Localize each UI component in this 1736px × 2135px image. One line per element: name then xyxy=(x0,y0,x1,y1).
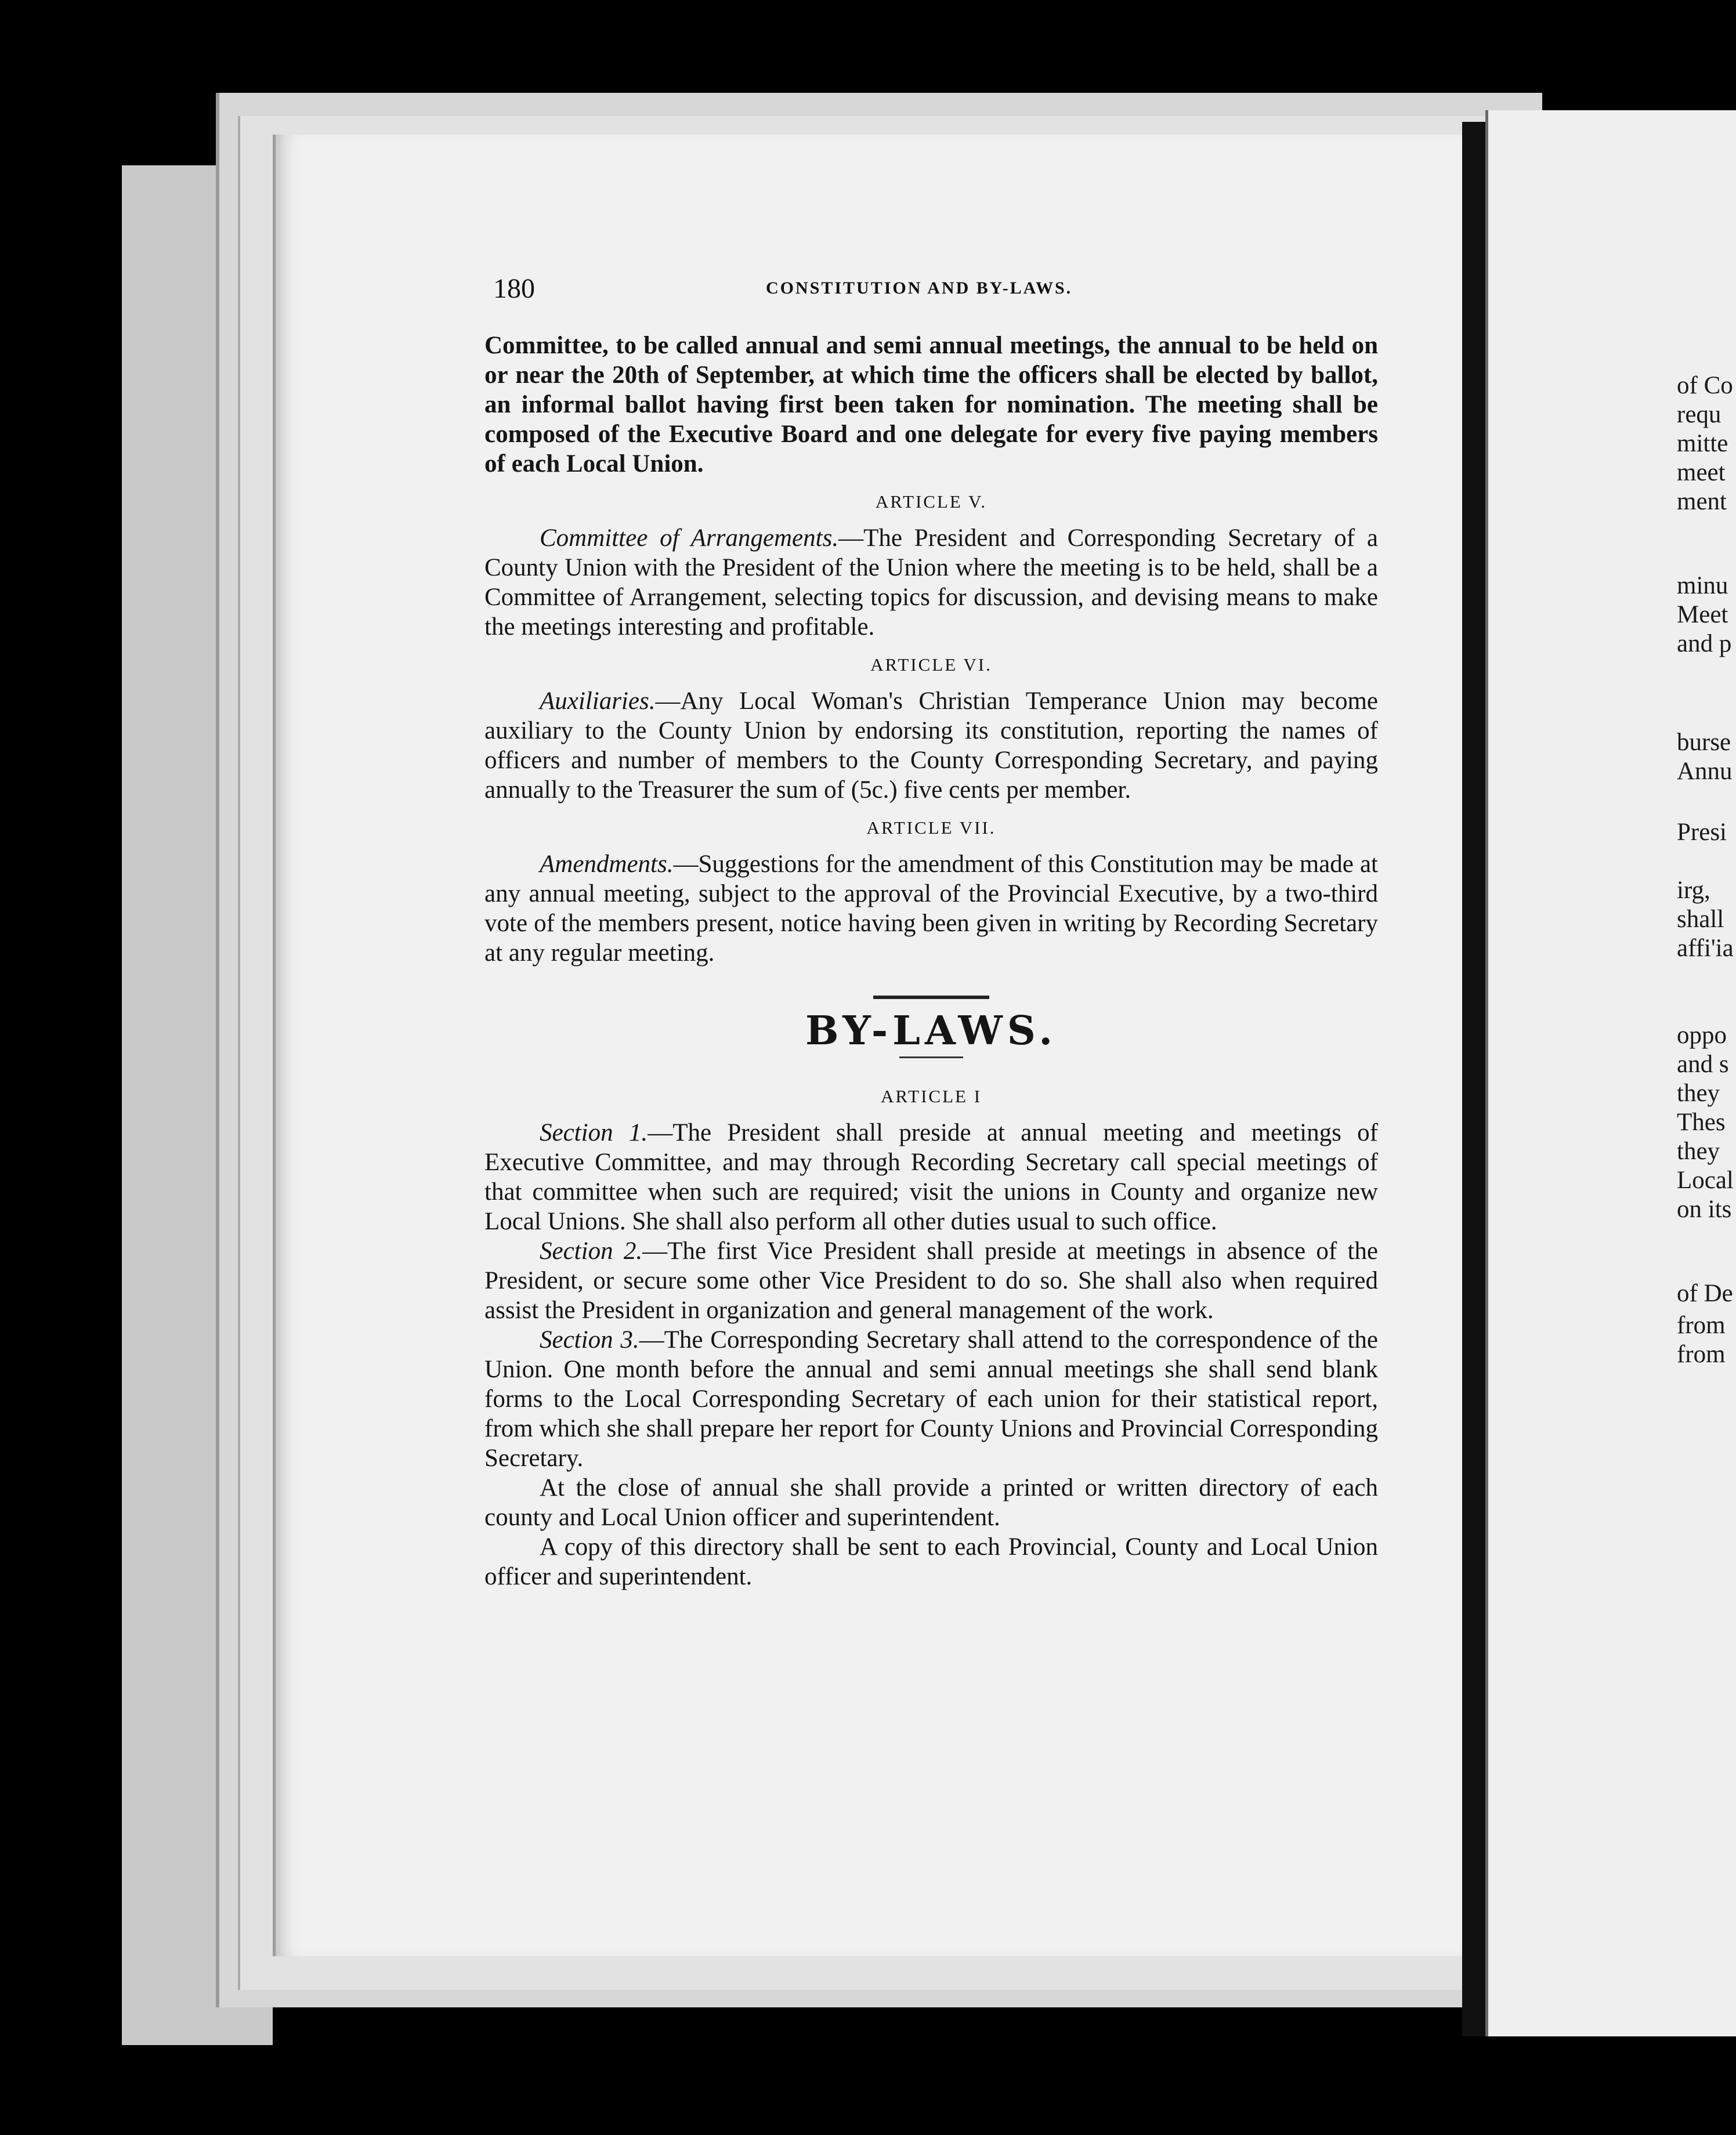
article-title: Amendments. xyxy=(540,851,674,878)
article-body: —The President and Corresponding Secretary of a County Union with the President of the Union where the meeting is to be held, shall be a Committee of Arrangement, selecting topics for discussion, and devising means to make the meetings interesting and profitable. xyxy=(484,524,1379,640)
facing-page-fragment: Meet xyxy=(1677,601,1728,628)
facing-page-fragment: Thes xyxy=(1677,1109,1726,1136)
facing-page-fragment: of Co xyxy=(1677,372,1733,399)
bylaws-section xyxy=(484,1118,1378,1236)
facing-page-fragment: from xyxy=(1677,1312,1726,1339)
bylaws-paragraph: At the close of annual she shall provide a printed or written directory of each county and Local Union officer and superintendent. xyxy=(484,1474,1378,1531)
article-heading: ARTICLE VI. xyxy=(870,654,992,675)
continuation-paragraph: Committee, to be called annual and semi annual meetings, the annual to be held on or near the 20th of September, at which time the officers shall be elected by ballot, an informal ballot having first been taken for nomination. The meeting shall be composed of the Executive Board and one delegate for every five paying members of each Local Union. xyxy=(484,332,1378,477)
text-column xyxy=(484,331,1378,1591)
facing-page-fragment: Presi xyxy=(1677,819,1727,846)
facing-page-fragment: oppo xyxy=(1677,1022,1727,1049)
article-body: —Suggestions for the amendment of this Constitution may be made at any annual meeting, subject to the approval of the Provincial Executive, by a two-third vote of the members present, notice having been given in writing by Recording Secretary at any regular meeting. xyxy=(484,851,1378,967)
facing-page-fragment: mitte xyxy=(1677,430,1728,457)
bylaws-section xyxy=(484,1325,1378,1473)
article-heading: ARTICLE VII. xyxy=(866,817,996,838)
facing-page-fragment: meet xyxy=(1677,459,1726,486)
section-title: Section 1. xyxy=(540,1119,648,1146)
facing-page-fragment: burse xyxy=(1677,729,1731,756)
facing-page-fragment: from xyxy=(1677,1341,1726,1368)
section-title: Section 2. xyxy=(540,1237,643,1265)
facing-page-fragment: and s xyxy=(1677,1051,1729,1078)
facing-page-fragment: requ xyxy=(1677,401,1721,428)
facing-page-fragment: minu xyxy=(1677,572,1728,599)
article-heading: ARTICLE V. xyxy=(875,491,988,512)
facing-page-fragment: irg, xyxy=(1677,877,1710,904)
bylaws-title: BY-LAWS. xyxy=(805,1008,1058,1054)
section-body: —The President shall preside at annual meeting and meetings of Executive Committee, and may through Recording Secretary call special meetings of that committee when such are required; visit the unions in County and organize new Local Unions. She shall also perform all other duties usual to such office. xyxy=(484,1119,1378,1235)
facing-page-fragment: shall xyxy=(1677,906,1724,933)
bylaws-article-heading: ARTICLE I xyxy=(880,1086,982,1106)
article-title: Auxiliaries. xyxy=(540,687,656,715)
article-paragraph xyxy=(484,523,1378,642)
bylaws-paragraph: A copy of this directory shall be sent to each Provincial, County and Local Union officer and superintendent. xyxy=(484,1533,1378,1590)
article-body: —Any Local Woman's Christian Temperance Union may become auxiliary to the County Union by endorsing its constitution, reporting the names of officers and number of members to the County Corresponding Secretary, and paying annually to the Treasurer the sum of (5c.) five cents per member. xyxy=(484,687,1378,804)
bylaws-section xyxy=(484,1236,1378,1325)
facing-page-fragment: they xyxy=(1677,1138,1720,1165)
article-title: Committee of Arrangements. xyxy=(540,524,839,552)
page-number: 180 xyxy=(493,273,535,304)
section-body: —The first Vice President shall preside at meetings in absence of the President, or secure some other Vice President to do so. She shall also when required assist the President in organization and general management of the work. xyxy=(484,1237,1378,1324)
running-head: CONSTITUTION AND BY-LAWS. xyxy=(766,278,1073,298)
facing-page-fragment: of De xyxy=(1677,1280,1733,1307)
facing-page-fragment: on its xyxy=(1677,1196,1732,1223)
section-body: —The Corresponding Secretary shall attend to the correspondence of the Union. One month before the annual and semi annual meetings she shall send blank forms to the Local Corresponding Secretary of each union for their statistical report, from which she shall prepare her report for County Unions and Provincial Corresponding Secretary. xyxy=(484,1326,1378,1472)
facing-page-fragment: ment xyxy=(1677,488,1727,515)
decorative-rule xyxy=(873,996,989,999)
facing-page-fragment: Local xyxy=(1677,1167,1734,1194)
article-paragraph xyxy=(484,686,1378,805)
decorative-rule xyxy=(899,1056,963,1058)
section-title: Section 3. xyxy=(540,1326,639,1354)
article-paragraph xyxy=(484,849,1378,968)
facing-page-fragment: they xyxy=(1677,1080,1720,1107)
facing-page-fragment: Annu xyxy=(1677,758,1733,785)
facing-page-fragment: affi'ia xyxy=(1677,935,1734,962)
facing-page-fragment: and p xyxy=(1677,630,1732,657)
book-gutter xyxy=(1462,122,1487,2036)
